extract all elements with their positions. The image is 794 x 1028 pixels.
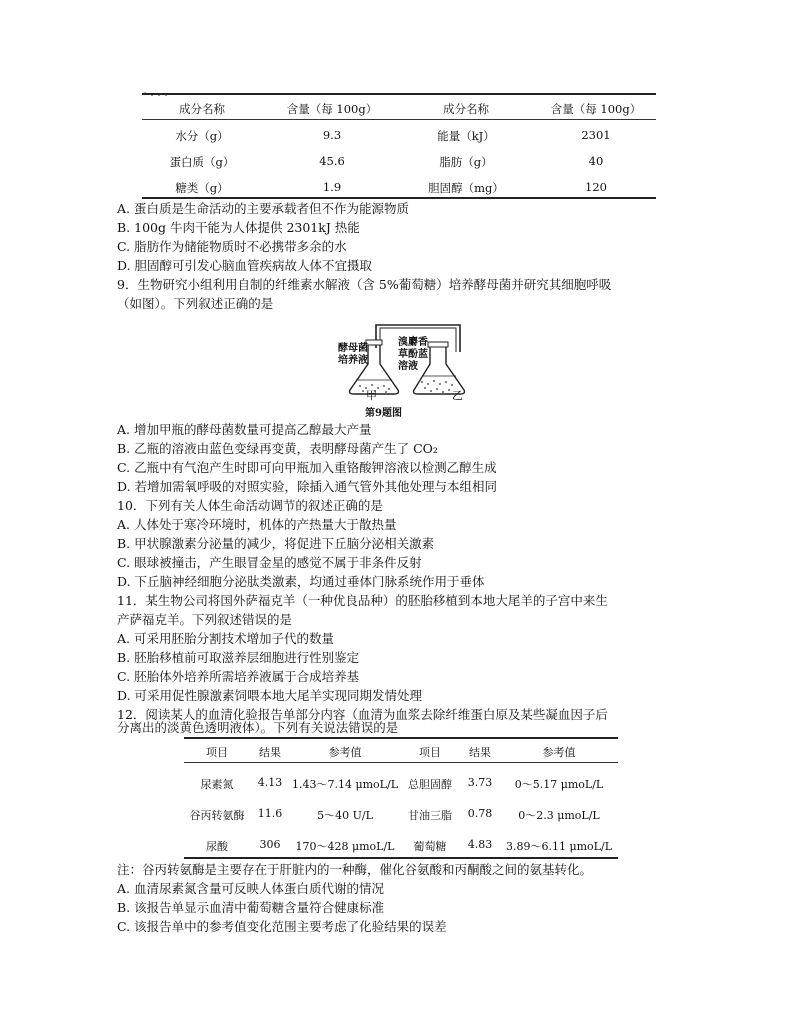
q9-figure [338,318,472,420]
table-cell: 3.73 [467,776,493,789]
q8-option-d: D. 胆固醇可引发心脑血管疾病故人体不宜摄取 [117,258,373,273]
table-header: 参考值 [328,746,362,759]
table-header: 含量（每 100g） [286,102,378,116]
q9-option-d: D. 若增加需氧呼吸的对照实验，除插入通气管外其他处理与本组相同 [117,479,498,494]
q9-stem-cont: （如图）。下列叙述正确的是 [117,296,274,311]
q11-option-d: D. 可采用促性腺激素饲喂本地大尾羊实现同期发情处理 [117,688,423,703]
table-rule-top [184,737,618,739]
table-cell: 谷丙转氨酶 [189,809,245,822]
page-top-mark: - . . . [143,86,168,99]
table-rule-mid [142,119,656,120]
figure-label-right-1: 溴麝香 [398,337,428,348]
q10-option-a: A. 人体处于寒冷环境时，机体的产热量大于散热量 [117,517,397,532]
q12-option-b: B. 该报告单显示血清中葡萄糖含量符合健康标准 [117,900,385,915]
q10-option-d: D. 下丘脑神经细胞分泌肽类激素，均通过垂体门脉系统作用于垂体 [117,574,485,589]
table-cell: 4.13 [257,776,283,789]
table-cell: 葡萄糖 [413,840,447,853]
table-header: 结果 [259,746,281,759]
q11-option-a: A. 可采用胚胎分割技术增加子代的数量 [117,631,334,646]
table-cell: 0～5.17 μmoL/L [514,778,604,791]
table-cell: 1.43～7.14 μmoL/L [292,778,398,791]
table-cell: 水分（g） [175,129,229,143]
table-cell: 11.6 [257,807,283,820]
table-cell: 5～40 U/L [317,809,373,822]
table-cell: 脂肪（g） [439,155,493,169]
q12-stem: 12．阅读某人的血清化验报告单部分内容（血清为血浆去除纤维蛋白原及某些凝血因子后 [117,707,608,722]
figure-label-left-2: 培养液 [338,355,368,366]
figure-caption: 第9题图 [365,408,402,419]
table-header: 结果 [469,746,491,759]
q9-stem: 9．生物研究小组利用自制的纤维素水解液（含 5%葡萄糖）培养酵母菌并研究其细胞呼吸 [117,277,612,292]
q12-note: 注：谷丙转氨酶是主要存在于肝脏内的一种酶，催化谷氨酸和丙酮酸之间的氨基转化。 [117,862,593,877]
table-cell: 40 [588,154,604,168]
table-header: 成分名称 [443,102,489,116]
q10-option-c: C. 眼球被撞击，产生眼冒金星的感觉不属于非条件反射 [117,555,422,570]
q10-option-b: B. 甲状腺激素分泌量的减少，将促进下丘脑分泌相关激素 [117,536,435,551]
q12-option-a: A. 血清尿素氮含量可反映人体蛋白质代谢的情况 [117,881,384,896]
q12-stem-cont: 分离出的淡黄色透明液体）。下列有关说法错误的是 [117,720,399,735]
table-cell: 0.78 [467,807,493,820]
table-cell: 糖类（g） [175,181,229,195]
table-cell: 1.9 [322,180,342,194]
table-cell: 0～2.3 μmoL/L [518,809,600,822]
table-cell: 4.83 [467,838,493,851]
q10-stem: 10．下列有关人体生命活动调节的叙述正确的是 [117,498,383,513]
q11-option-b: B. 胚胎移植前可取滋养层细胞进行性别鉴定 [117,650,360,665]
figure-label-flask-a: 甲 [366,389,377,402]
table-cell: 蛋白质（g） [169,155,235,169]
table-cell: 170～428 μmoL/L [295,840,395,853]
blood-report-table [184,737,618,859]
table-cell: 120 [585,180,607,194]
figure-label-flask-b: 乙 [452,389,463,402]
q8-option-c: C. 脂肪作为储能物质时不必携带多余的水 [117,239,347,254]
q11-stem: 11．某生物公司将国外萨福克羊（一种优良品种）的胚胎移植到本地大尾羊的子宫中来生 [117,593,608,608]
figure-label-right-2: 草酚蓝 [398,349,428,360]
table-cell: 9.3 [322,128,342,142]
table-header: 参考值 [542,746,576,759]
table-cell: 总胆固醇 [408,778,452,791]
table-cell: 尿素氮 [200,778,234,791]
q12-option-c: C. 该报告单中的参考值变化范围主要考虑了化验结果的误差 [117,919,447,934]
q11-option-c: C. 胚胎体外培养所需培养液属于合成培养基 [117,669,360,684]
q8-option-b: B. 100g 牛肉干能为人体提供 2301kJ 热能 [117,220,360,235]
table-cell: 能量（kJ） [437,129,495,143]
q9-option-b: B. 乙瓶的溶液由蓝色变绿再变黄，表明酵母菌产生了 CO₂ [117,441,438,456]
table-cell: 306 [259,838,281,851]
table-rule-top [142,93,656,95]
table-rule-mid [184,762,618,763]
table-rule-bottom [184,857,618,859]
figure-label-left-1: 酵母菌 [338,343,368,354]
figure-label-right-3: 溶液 [398,361,418,372]
table-cell: 胆固醇（mg） [428,181,504,195]
q8-option-a: A. 蛋白质是生命活动的主要承载者但不作为能源物质 [117,201,409,216]
nutrition-table [142,93,656,199]
table-cell: 45.6 [319,154,345,168]
table-rule-bottom [142,197,656,199]
q11-stem-cont: 产萨福克羊。下列叙述错误的是 [117,612,293,627]
table-header: 成分名称 [179,102,225,116]
table-cell: 尿酸 [206,840,228,853]
table-header: 项目 [206,746,228,759]
table-cell: 3.89～6.11 μmoL/L [506,840,612,853]
q9-option-a: A. 增加甲瓶的酵母菌数量可提高乙醇最大产量 [117,422,372,437]
table-header: 项目 [419,746,441,759]
table-cell: 甘油三脂 [408,809,452,822]
table-header: 含量（每 100g） [550,102,642,116]
table-cell: 2301 [581,128,611,142]
q9-option-c: C. 乙瓶中有气泡产生时即可向甲瓶加入重铬酸钾溶液以检测乙醇生成 [117,460,497,475]
